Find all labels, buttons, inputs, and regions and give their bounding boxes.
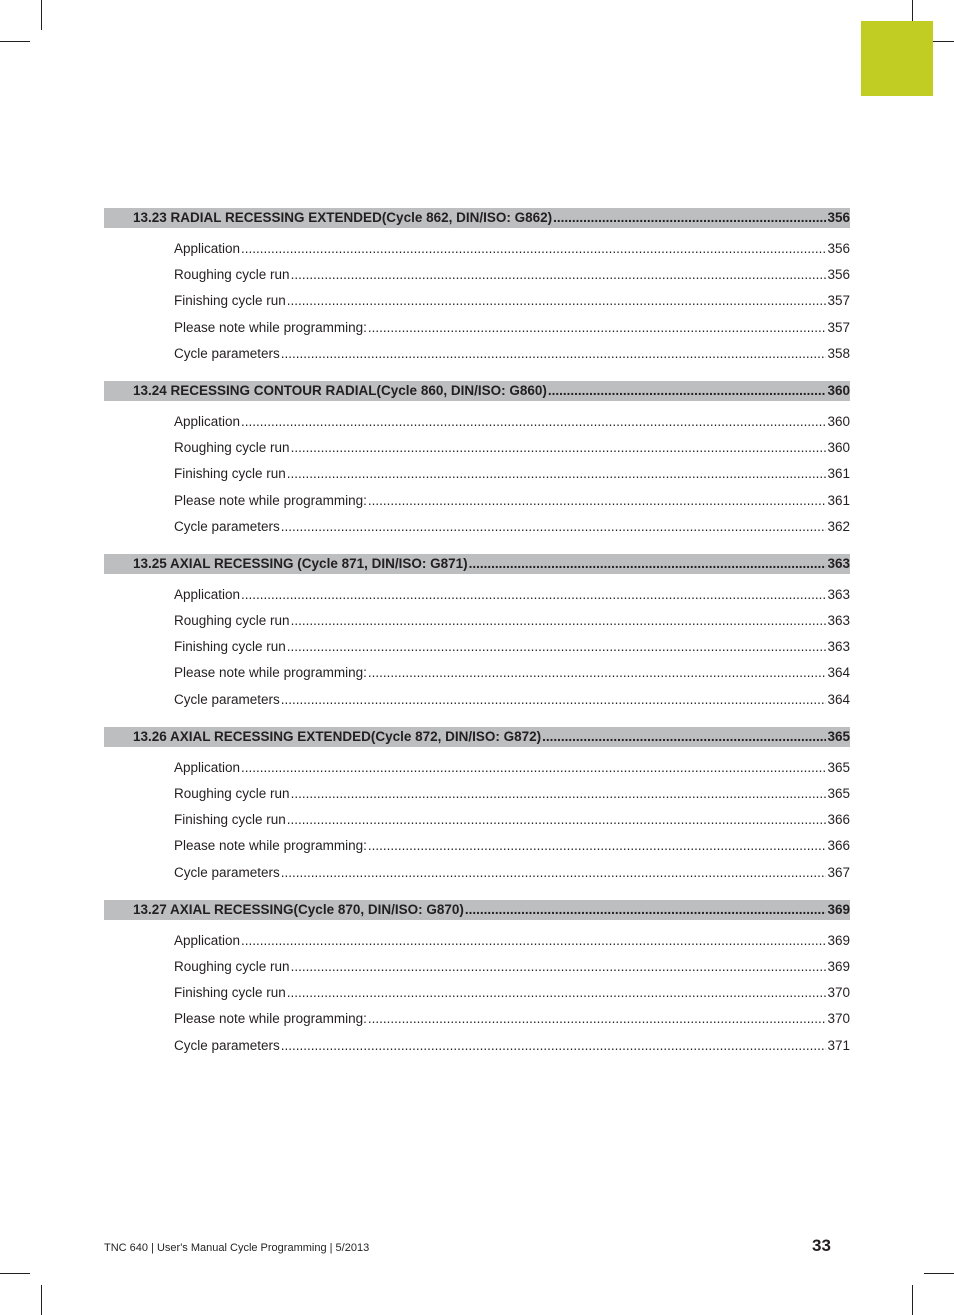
toc-section bbox=[104, 208, 850, 367]
entry-page: 364 bbox=[827, 665, 850, 681]
crop-mark bbox=[0, 41, 30, 42]
toc-section bbox=[104, 554, 850, 713]
entry-label: Roughing cycle run bbox=[174, 267, 290, 283]
toc-entry[interactable] bbox=[104, 687, 850, 713]
entry-page: 371 bbox=[827, 1037, 850, 1053]
dot-leader bbox=[241, 755, 826, 781]
dot-leader bbox=[287, 288, 827, 314]
dot-leader bbox=[368, 1006, 827, 1032]
entry-page: 363 bbox=[827, 639, 850, 655]
toc-entry[interactable] bbox=[104, 514, 850, 540]
section-page: 369 bbox=[827, 901, 850, 917]
dot-leader bbox=[287, 807, 827, 833]
dot-leader bbox=[548, 381, 827, 401]
toc-entry[interactable] bbox=[104, 928, 850, 954]
toc-section-heading[interactable] bbox=[104, 208, 850, 228]
entry-label: Application bbox=[174, 932, 241, 948]
toc-entry[interactable] bbox=[104, 461, 850, 487]
toc-section bbox=[104, 727, 850, 886]
page-number: 33 bbox=[812, 1236, 831, 1255]
dot-leader bbox=[241, 409, 826, 435]
entry-page: 364 bbox=[827, 691, 850, 707]
toc-section-heading[interactable] bbox=[104, 900, 850, 920]
toc-entry[interactable] bbox=[104, 435, 850, 461]
entry-label: Finishing cycle run bbox=[174, 985, 286, 1001]
section-title: 13.23 RADIAL RECESSING EXTENDED(Cycle 862, DIN/ISO: G862) bbox=[133, 210, 553, 225]
dot-leader bbox=[241, 236, 826, 262]
section-page: 360 bbox=[827, 382, 850, 398]
entry-page: 365 bbox=[827, 759, 850, 775]
entry-label: Cycle parameters bbox=[174, 864, 280, 880]
dot-leader bbox=[469, 554, 827, 574]
dot-leader bbox=[368, 488, 827, 514]
toc-entry[interactable] bbox=[104, 1033, 850, 1059]
dot-leader bbox=[287, 461, 827, 487]
section-page: 365 bbox=[827, 728, 850, 744]
dot-leader bbox=[281, 687, 827, 713]
dot-leader bbox=[368, 833, 827, 859]
dot-leader bbox=[553, 208, 826, 228]
toc-entry[interactable] bbox=[104, 860, 850, 886]
dot-leader bbox=[465, 900, 827, 920]
toc-entry-list bbox=[104, 409, 850, 540]
entry-page: 362 bbox=[827, 518, 850, 534]
dot-leader bbox=[281, 1033, 827, 1059]
toc-entry[interactable] bbox=[104, 660, 850, 686]
entry-page: 361 bbox=[827, 466, 850, 482]
entry-label: Roughing cycle run bbox=[174, 958, 290, 974]
toc-entry[interactable] bbox=[104, 755, 850, 781]
toc-entry[interactable] bbox=[104, 262, 850, 288]
table-of-contents bbox=[104, 208, 850, 1073]
toc-entry-list bbox=[104, 755, 850, 886]
dot-leader bbox=[291, 954, 827, 980]
chapter-tab bbox=[861, 21, 933, 96]
dot-leader bbox=[368, 315, 827, 341]
dot-leader bbox=[287, 634, 827, 660]
crop-mark bbox=[912, 1285, 913, 1315]
toc-entry-list bbox=[104, 582, 850, 713]
entry-page: 361 bbox=[827, 492, 850, 508]
entry-label: Please note while programming: bbox=[174, 665, 367, 681]
toc-entry[interactable] bbox=[104, 954, 850, 980]
entry-label: Roughing cycle run bbox=[174, 786, 290, 801]
toc-entry[interactable] bbox=[104, 409, 850, 435]
entry-page: 363 bbox=[827, 613, 850, 629]
entry-label: Application bbox=[174, 413, 241, 429]
entry-page: 369 bbox=[827, 958, 850, 974]
entry-page: 370 bbox=[827, 985, 850, 1001]
entry-label: Cycle parameters bbox=[174, 691, 280, 707]
toc-entry[interactable] bbox=[104, 634, 850, 660]
entry-page: 369 bbox=[827, 932, 850, 948]
toc-section-heading[interactable] bbox=[104, 727, 850, 747]
dot-leader bbox=[281, 860, 827, 886]
entry-label: Cycle parameters bbox=[174, 518, 280, 534]
entry-label: Application bbox=[174, 241, 241, 256]
entry-page: 357 bbox=[827, 293, 850, 309]
entry-page: 367 bbox=[827, 864, 850, 880]
crop-mark bbox=[41, 1285, 42, 1315]
entry-label: Roughing cycle run bbox=[174, 613, 290, 629]
entry-label: Roughing cycle run bbox=[174, 440, 290, 456]
entry-page: 360 bbox=[827, 413, 850, 429]
entry-label: Finishing cycle run bbox=[174, 812, 286, 828]
entry-page: 363 bbox=[827, 586, 850, 602]
dot-leader bbox=[368, 660, 827, 686]
entry-page: 366 bbox=[827, 812, 850, 828]
toc-section bbox=[104, 900, 850, 1059]
toc-entry-list bbox=[104, 236, 850, 367]
entry-page: 356 bbox=[827, 267, 850, 283]
toc-entry-list bbox=[104, 928, 850, 1059]
entry-label: Please note while programming: bbox=[174, 838, 367, 854]
section-title: 13.24 RECESSING CONTOUR RADIAL(Cycle 860, DIN/ISO: G860) bbox=[133, 382, 547, 398]
dot-leader bbox=[287, 980, 827, 1006]
section-title: 13.26 AXIAL RECESSING EXTENDED(Cycle 872, DIN/ISO: G872) bbox=[133, 728, 542, 744]
entry-label: Application bbox=[174, 759, 241, 775]
dot-leader bbox=[291, 262, 827, 288]
dot-leader bbox=[291, 608, 827, 634]
toc-entry[interactable] bbox=[104, 315, 850, 341]
toc-section bbox=[104, 381, 850, 540]
crop-mark bbox=[41, 0, 42, 30]
entry-page: 356 bbox=[827, 241, 850, 256]
dot-leader bbox=[241, 582, 826, 608]
section-page: 356 bbox=[827, 210, 850, 225]
footer-text: TNC 640 | User's Manual Cycle Programming | 5/2013 bbox=[104, 1242, 370, 1254]
entry-page: 360 bbox=[827, 440, 850, 456]
toc-entry[interactable] bbox=[104, 488, 850, 514]
entry-label: Cycle parameters bbox=[174, 345, 280, 361]
entry-label: Application bbox=[174, 586, 241, 602]
toc-entry[interactable] bbox=[104, 608, 850, 634]
entry-page: 370 bbox=[827, 1011, 850, 1027]
toc-entry[interactable] bbox=[104, 980, 850, 1006]
entry-label: Finishing cycle run bbox=[174, 293, 286, 309]
dot-leader bbox=[241, 928, 826, 954]
section-title: 13.25 AXIAL RECESSING (Cycle 871, DIN/ISO: G871) bbox=[133, 555, 468, 571]
entry-label: Please note while programming: bbox=[174, 319, 367, 335]
toc-section-heading[interactable] bbox=[104, 381, 850, 401]
crop-mark bbox=[0, 1273, 30, 1274]
toc-entry[interactable] bbox=[104, 288, 850, 314]
entry-label: Please note while programming: bbox=[174, 1011, 367, 1027]
entry-label: Finishing cycle run bbox=[174, 639, 286, 655]
toc-entry[interactable] bbox=[104, 781, 850, 807]
toc-entry[interactable] bbox=[104, 1006, 850, 1032]
section-title: 13.27 AXIAL RECESSING(Cycle 870, DIN/ISO: G870) bbox=[133, 901, 464, 917]
entry-page: 358 bbox=[827, 345, 850, 361]
dot-leader bbox=[291, 781, 827, 807]
toc-entry[interactable] bbox=[104, 236, 850, 262]
toc-entry[interactable] bbox=[104, 341, 850, 367]
toc-section-heading[interactable] bbox=[104, 554, 850, 574]
entry-label: Please note while programming: bbox=[174, 492, 367, 508]
crop-mark bbox=[924, 1273, 954, 1274]
toc-entry[interactable] bbox=[104, 833, 850, 859]
toc-entry[interactable] bbox=[104, 807, 850, 833]
section-page: 363 bbox=[827, 555, 850, 571]
dot-leader bbox=[542, 727, 826, 747]
toc-entry[interactable] bbox=[104, 582, 850, 608]
dot-leader bbox=[281, 514, 827, 540]
entry-page: 357 bbox=[827, 319, 850, 335]
entry-page: 366 bbox=[827, 838, 850, 854]
dot-leader bbox=[291, 435, 827, 461]
entry-label: Cycle parameters bbox=[174, 1037, 280, 1053]
dot-leader bbox=[281, 341, 827, 367]
entry-label: Finishing cycle run bbox=[174, 466, 286, 482]
entry-page: 365 bbox=[827, 786, 850, 801]
